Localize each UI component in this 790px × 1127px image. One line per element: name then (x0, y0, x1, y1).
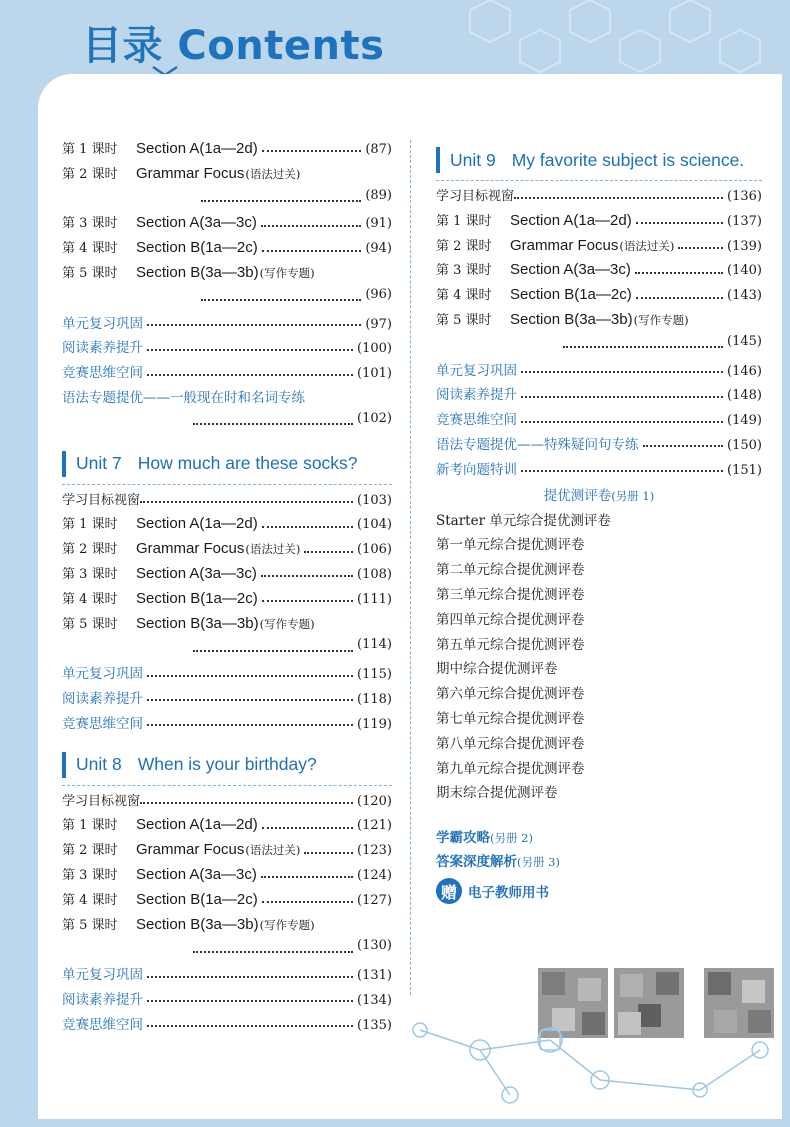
page-number: (114) (357, 637, 392, 653)
section-label: Section A(1a—2d) (510, 211, 632, 229)
section-label: Section B(1a—2c) (510, 286, 632, 304)
page-number: (111) (357, 591, 392, 607)
test-paper-item: 第六单元综合提优测评卷 (436, 686, 585, 703)
toc-extra-row (62, 988, 392, 1013)
section-note: (写作专题) (259, 616, 315, 631)
page-number: (103) (357, 492, 392, 508)
page-number: (108) (357, 566, 392, 582)
page-number: (123) (357, 843, 392, 859)
toc-extra-row (62, 1013, 392, 1038)
leader-dots (262, 827, 353, 829)
extra-title: 单元复习巩固 (62, 666, 143, 683)
toc-continuation-row (62, 637, 392, 662)
section-label: Section B(1a—2c) (136, 890, 258, 908)
leader-dots (147, 349, 353, 351)
page-number: (145) (727, 333, 762, 349)
page-number: (91) (365, 216, 392, 232)
unit-7-heading (62, 444, 392, 485)
toc-row (436, 185, 762, 210)
lesson-label: 第 4 课时 (62, 591, 118, 607)
section-note: (写作专题) (633, 312, 689, 327)
unit-9-heading (436, 140, 762, 181)
toc-extra-row (436, 408, 762, 433)
lesson-label: 第 2 课时 (62, 843, 118, 859)
leader-dots (304, 551, 353, 553)
leader-dots (193, 951, 353, 953)
unit-heading-bar (62, 451, 66, 477)
page-number: (148) (727, 388, 762, 404)
unit-8-heading (62, 745, 392, 786)
test-paper-item: 第二单元综合提优测评卷 (436, 562, 585, 579)
page-number: (124) (357, 867, 392, 883)
test-paper-item: 第五单元综合提优测评卷 (436, 636, 585, 653)
leader-dots (563, 346, 723, 348)
test-paper-item: 第三单元综合提优测评卷 (436, 586, 585, 603)
section-label: Section A(1a—2d) (136, 515, 258, 533)
leader-dots (147, 1025, 353, 1027)
leader-dots (521, 470, 723, 472)
leader-dots (201, 299, 361, 301)
lesson-label: 第 1 课时 (62, 142, 118, 157)
page-number: (94) (365, 241, 392, 257)
page-number: (96) (365, 286, 392, 302)
page-number: (149) (727, 413, 762, 429)
toc-row (62, 839, 392, 864)
leader-dots (521, 371, 723, 373)
page-number: (151) (727, 462, 762, 478)
toc-row (62, 613, 392, 638)
section-label: Section A(1a—2d) (136, 140, 258, 157)
extra-title: 阅读素养提升 (62, 991, 143, 1008)
lesson-label: 第 2 课时 (62, 166, 118, 182)
leader-dots (262, 901, 353, 903)
section-label: Section B(3a—3b) (136, 263, 259, 281)
leader-dots (261, 225, 361, 227)
toc-extra-row (62, 312, 392, 337)
extra-title: 单元复习巩固 (62, 967, 143, 984)
lesson-label: 第 4 课时 (62, 892, 118, 908)
page-number: (139) (727, 238, 762, 254)
page-number: (131) (357, 968, 392, 984)
section-label: Section B(3a—3b) (510, 310, 633, 328)
toc-extra-row (62, 662, 392, 687)
leader-dots (147, 976, 353, 978)
test-paper-item: 期末综合提优测评卷 (436, 785, 558, 802)
page-number: (146) (727, 363, 762, 379)
unit-heading-bar (436, 147, 440, 173)
test-paper-item: 第一单元综合提优测评卷 (436, 537, 585, 554)
toc-row (62, 163, 392, 188)
toc-extra-row (62, 712, 392, 737)
leader-dots (678, 247, 723, 249)
test-paper-item: 第八单元综合提优测评卷 (436, 735, 585, 752)
toc-extra-row (62, 963, 392, 988)
lesson-label: 第 1 课时 (436, 213, 492, 229)
extra-title: 阅读素养提升 (436, 387, 517, 404)
gift-badge: 赠 (436, 878, 462, 904)
lesson-label: 第 3 课时 (62, 566, 118, 582)
lesson-label: 第 5 课时 (62, 616, 118, 632)
section-label: Section B(1a—2c) (136, 239, 258, 257)
toc-row (62, 814, 392, 839)
lesson-label: 第 1 课时 (62, 818, 118, 834)
toc-extra-row (62, 361, 392, 386)
extra-book-title: 学霸攻略 (436, 830, 490, 847)
page-number: (106) (357, 542, 392, 558)
leader-dots (147, 1000, 353, 1002)
page-number: (143) (727, 288, 762, 304)
leader-dots (636, 222, 723, 224)
leader-dots (147, 675, 353, 677)
extra-title: 新考向题特训 (436, 461, 517, 478)
tests-heading (436, 483, 762, 509)
section-note: (写作专题) (259, 265, 315, 280)
unit-title: How much are these socks? (137, 453, 358, 474)
lesson-label: 第 5 课时 (436, 312, 492, 328)
section-label: Section A(1a—2d) (136, 816, 258, 834)
extra-book-note: (另册 3) (517, 855, 560, 870)
toc-row (62, 889, 392, 914)
extra-book-2 (436, 850, 762, 874)
extra-title: 阅读素养提升 (62, 340, 143, 357)
tests-heading-note: (另册 1) (611, 488, 655, 503)
lesson-label: 第 5 课时 (62, 265, 118, 281)
section-label: Section A(3a—3c) (136, 214, 257, 232)
lesson-label: 学习目标视窗 (62, 793, 141, 809)
toc-row (436, 259, 762, 284)
toc-extra-row (62, 386, 392, 411)
extra-title: 语法专题提优——一般现在时和名词专练 (62, 389, 305, 406)
network-illustration (400, 1010, 782, 1110)
extra-title: 竞赛思维空间 (62, 365, 143, 382)
page-number: (150) (727, 437, 762, 453)
unit-heading-bar (62, 752, 66, 778)
test-paper-item: 第九单元综合提优测评卷 (436, 760, 585, 777)
toc-row (62, 864, 392, 889)
lesson-label: 学习目标视窗 (62, 492, 141, 508)
unit-title: My favorite subject is science. (511, 149, 745, 170)
lesson-label: 第 5 课时 (62, 917, 118, 933)
unit-title: When is your birthday? (137, 754, 317, 775)
toc-extra-row (436, 359, 762, 384)
lesson-label: 第 2 课时 (436, 238, 492, 254)
gift-text: 电子教师用书 (468, 885, 549, 902)
toc-extra-row (62, 336, 392, 361)
toc-row (62, 513, 392, 538)
toc-row (62, 237, 392, 262)
leader-dots (261, 876, 353, 878)
leader-dots (636, 297, 723, 299)
leader-dots (262, 600, 353, 602)
page-number: (120) (357, 793, 392, 809)
toc-continuation-row (62, 287, 392, 312)
page-number: (135) (357, 1017, 392, 1033)
page-number: (136) (727, 189, 762, 204)
section-note: (写作专题) (259, 917, 315, 932)
leader-dots (140, 501, 353, 503)
leader-dots (262, 150, 362, 152)
unit-number: Unit 9 (450, 149, 496, 170)
toc-row (62, 212, 392, 237)
extra-book-1 (436, 826, 762, 850)
extra-title: 竞赛思维空间 (436, 412, 517, 429)
gift-line (436, 876, 762, 906)
section-note: (语法过关) (245, 542, 301, 557)
section-label: Grammar Focus (510, 236, 619, 254)
leader-dots (521, 421, 723, 423)
toc-extra-row (62, 687, 392, 712)
extra-title: 竞赛思维空间 (62, 1016, 143, 1033)
page-number: (119) (357, 716, 392, 732)
right-column (436, 140, 762, 906)
toc-row (62, 563, 392, 588)
leader-dots (147, 374, 353, 376)
leader-dots (643, 445, 724, 447)
toc-row (62, 914, 392, 939)
section-note: (语法过关) (245, 166, 301, 181)
section-label: Section B(3a—3b) (136, 614, 259, 632)
toc-row (62, 262, 392, 287)
toc-row (62, 790, 392, 815)
page-number: (101) (357, 366, 392, 382)
leader-dots (261, 575, 353, 577)
toc-row (436, 235, 762, 260)
page-number: (115) (357, 667, 392, 683)
unit-number: Unit 8 (76, 754, 122, 775)
leader-dots (201, 200, 361, 202)
page-number: (121) (357, 818, 392, 834)
page-number: (102) (357, 410, 392, 426)
lesson-label: 学习目标视窗 (436, 189, 515, 204)
tests-heading-text: 提优测评卷 (543, 487, 612, 504)
page-number: (87) (365, 142, 392, 157)
toc-continuation-row (62, 938, 392, 963)
left-column (62, 138, 392, 1038)
page-number: (127) (357, 892, 392, 908)
section-label: Section A(3a—3c) (510, 261, 631, 279)
extra-title: 单元复习巩固 (62, 315, 143, 332)
leader-dots (193, 650, 353, 652)
page-number: (100) (357, 341, 392, 357)
section-note: (语法过关) (619, 238, 675, 253)
toc-continuation-row (436, 334, 762, 359)
section-label: Section B(3a—3b) (136, 915, 259, 933)
leader-dots (635, 272, 723, 274)
test-paper-item: 期中综合提优测评卷 (436, 661, 558, 678)
leader-dots (262, 526, 353, 528)
extra-title: 语法专题提优——特殊疑问句专练 (436, 436, 639, 453)
lesson-label: 第 4 课时 (62, 241, 118, 257)
toc-row (436, 309, 762, 334)
column-divider (410, 140, 411, 995)
leader-dots (147, 699, 353, 701)
toc-extra-row (436, 383, 762, 408)
extra-title: 单元复习巩固 (436, 362, 517, 379)
page-number: (140) (727, 263, 762, 279)
lesson-label: 第 4 课时 (436, 288, 492, 304)
toc-row (62, 538, 392, 563)
section-label: Section B(1a—2c) (136, 589, 258, 607)
leader-dots (304, 852, 353, 854)
lesson-label: 第 3 课时 (62, 867, 118, 883)
test-paper-item: Starter 单元综合提优测评卷 (436, 512, 611, 529)
leader-dots (147, 324, 361, 326)
unit-number: Unit 7 (76, 453, 122, 474)
leader-dots (193, 423, 353, 425)
toc-row (62, 588, 392, 613)
toc-extra-row (436, 433, 762, 458)
extra-title: 阅读素养提升 (62, 690, 143, 707)
test-paper-item: 第四单元综合提优测评卷 (436, 611, 585, 628)
page-number: (137) (727, 213, 762, 229)
toc-continuation-row (62, 411, 392, 436)
section-note: (语法过关) (245, 843, 301, 858)
page-number: (104) (357, 517, 392, 533)
lesson-label: 第 3 课时 (62, 216, 118, 232)
section-label: Section A(3a—3c) (136, 564, 257, 582)
section-label: Section A(3a—3c) (136, 865, 257, 883)
extra-book-title: 答案深度解析 (436, 854, 517, 871)
extra-title: 竞赛思维空间 (62, 715, 143, 732)
leader-dots (514, 197, 723, 199)
section-label: Grammar Focus (136, 164, 245, 182)
leader-dots (521, 396, 723, 398)
toc-row (62, 489, 392, 514)
page-number: (118) (357, 691, 392, 707)
extra-book-note: (另册 2) (490, 831, 533, 846)
toc-continuation-row (62, 188, 392, 213)
toc-row (62, 138, 392, 163)
page-title: 目录 Contents (82, 23, 385, 69)
section-label: Grammar Focus (136, 841, 245, 859)
toc-row (436, 284, 762, 309)
test-paper-item: 第七单元综合提优测评卷 (436, 710, 585, 727)
toc-row (436, 210, 762, 235)
toc-extra-row (436, 458, 762, 483)
leader-dots (147, 724, 353, 726)
lesson-label: 第 1 课时 (62, 517, 118, 533)
lesson-label: 第 3 课时 (436, 263, 492, 279)
page-number: (89) (365, 187, 392, 203)
page-number: (134) (357, 992, 392, 1008)
section-label: Grammar Focus (136, 540, 245, 558)
leader-dots (262, 250, 362, 252)
page-number: (97) (365, 316, 392, 332)
leader-dots (140, 802, 353, 804)
page-number: (130) (357, 938, 392, 954)
lesson-label: 第 2 课时 (62, 542, 118, 558)
